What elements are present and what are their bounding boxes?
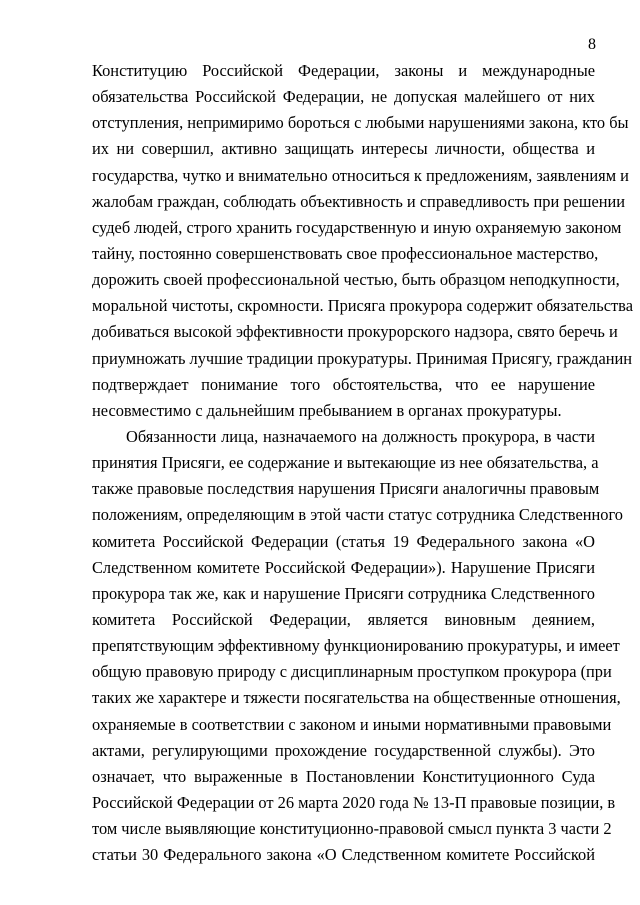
text-line: означает, что выраженные в Постановлении Конституционного Суда: [92, 766, 595, 786]
text-line: том числе выявляющие конституционно-правовой смысл пункта 3 части 2: [92, 819, 612, 839]
text-line: охраняемые в соответствии с законом и иными нормативными правовыми: [92, 714, 612, 734]
text-line: приумножать лучшие традиции прокуратуры. Принимая Присягу, гражданин: [92, 348, 633, 368]
text-line: тайну, постоянно совершенствовать свое профессиональное мастерство,: [92, 243, 599, 263]
text-line: несовместимо с дальнейшим пребыванием в органах прокуратуры.: [92, 400, 562, 420]
text-line: таких же характере и тяжести посягательства на общественные отношения,: [92, 688, 621, 708]
text-line: Конституцию Российской Федерации, законы и международные: [92, 61, 595, 80]
text-line: подтверждает понимание того обстоятельства, что ее нарушение: [92, 374, 595, 394]
text-line: жалобам граждан, соблюдать объективность и справедливость при решении: [92, 191, 626, 211]
text-line: судеб людей, строго хранить государственную и иную охраняемую законом: [92, 217, 622, 237]
paragraph-1: [92, 58, 633, 424]
text-line: общую правовую природу с дисциплинарным проступком прокурора (при: [92, 662, 612, 682]
body-text: [92, 58, 633, 868]
text-line: статьи 30 Федерального закона «О Следственном комитете Российской: [92, 845, 595, 865]
text-line: актами, регулирующими прохождение государственной службы). Это: [92, 740, 595, 760]
text-line: дорожить своей профессиональной честью, быть образцом неподкупности,: [92, 270, 620, 290]
text-line: Российской Федерации от 26 марта 2020 года № 13-П правовые позиции, в: [92, 792, 616, 812]
text-line: добиваться высокой эффективности прокурорского надзора, свято беречь и: [92, 322, 618, 342]
text-line: Обязанности лица, назначаемого на должность прокурора, в части: [126, 426, 595, 446]
text-line: обязательства Российской Федерации, не допуская малейшего от них: [92, 87, 595, 107]
text-line: положениям, определяющим в этой части статус сотрудника Следственного: [92, 505, 623, 525]
text-line: государства, чутко и внимательно относиться к предложениям, заявлениям и: [92, 165, 629, 185]
text-line: комитета Российской Федерации, является виновным деянием,: [92, 609, 595, 629]
text-line: прокурора так же, как и нарушение Присяги сотрудника Следственного: [92, 583, 595, 603]
text-line: моральной чистоты, скромности. Присяга прокурора содержит обязательства: [92, 296, 633, 316]
page-number: 8: [588, 36, 596, 53]
text-line: принятия Присяги, ее содержание и вытекающие из нее обязательства, а: [92, 453, 599, 473]
text-line: комитета Российской Федерации (статья 19 Федерального закона «О: [92, 531, 595, 551]
text-line: их ни совершил, активно защищать интересы личности, общества и: [92, 139, 595, 159]
text-line: отступления, непримиримо бороться с любыми нарушениями закона, кто бы: [92, 113, 629, 133]
text-line: Следственном комитете Российской Федерации»). Нарушение Присяги: [92, 557, 595, 577]
paragraph-2: [92, 424, 623, 868]
text-line: препятствующим эффективному функционированию прокуратуры, и имеет: [92, 636, 620, 656]
text-line: также правовые последствия нарушения Присяги аналогичны правовым: [92, 479, 600, 499]
